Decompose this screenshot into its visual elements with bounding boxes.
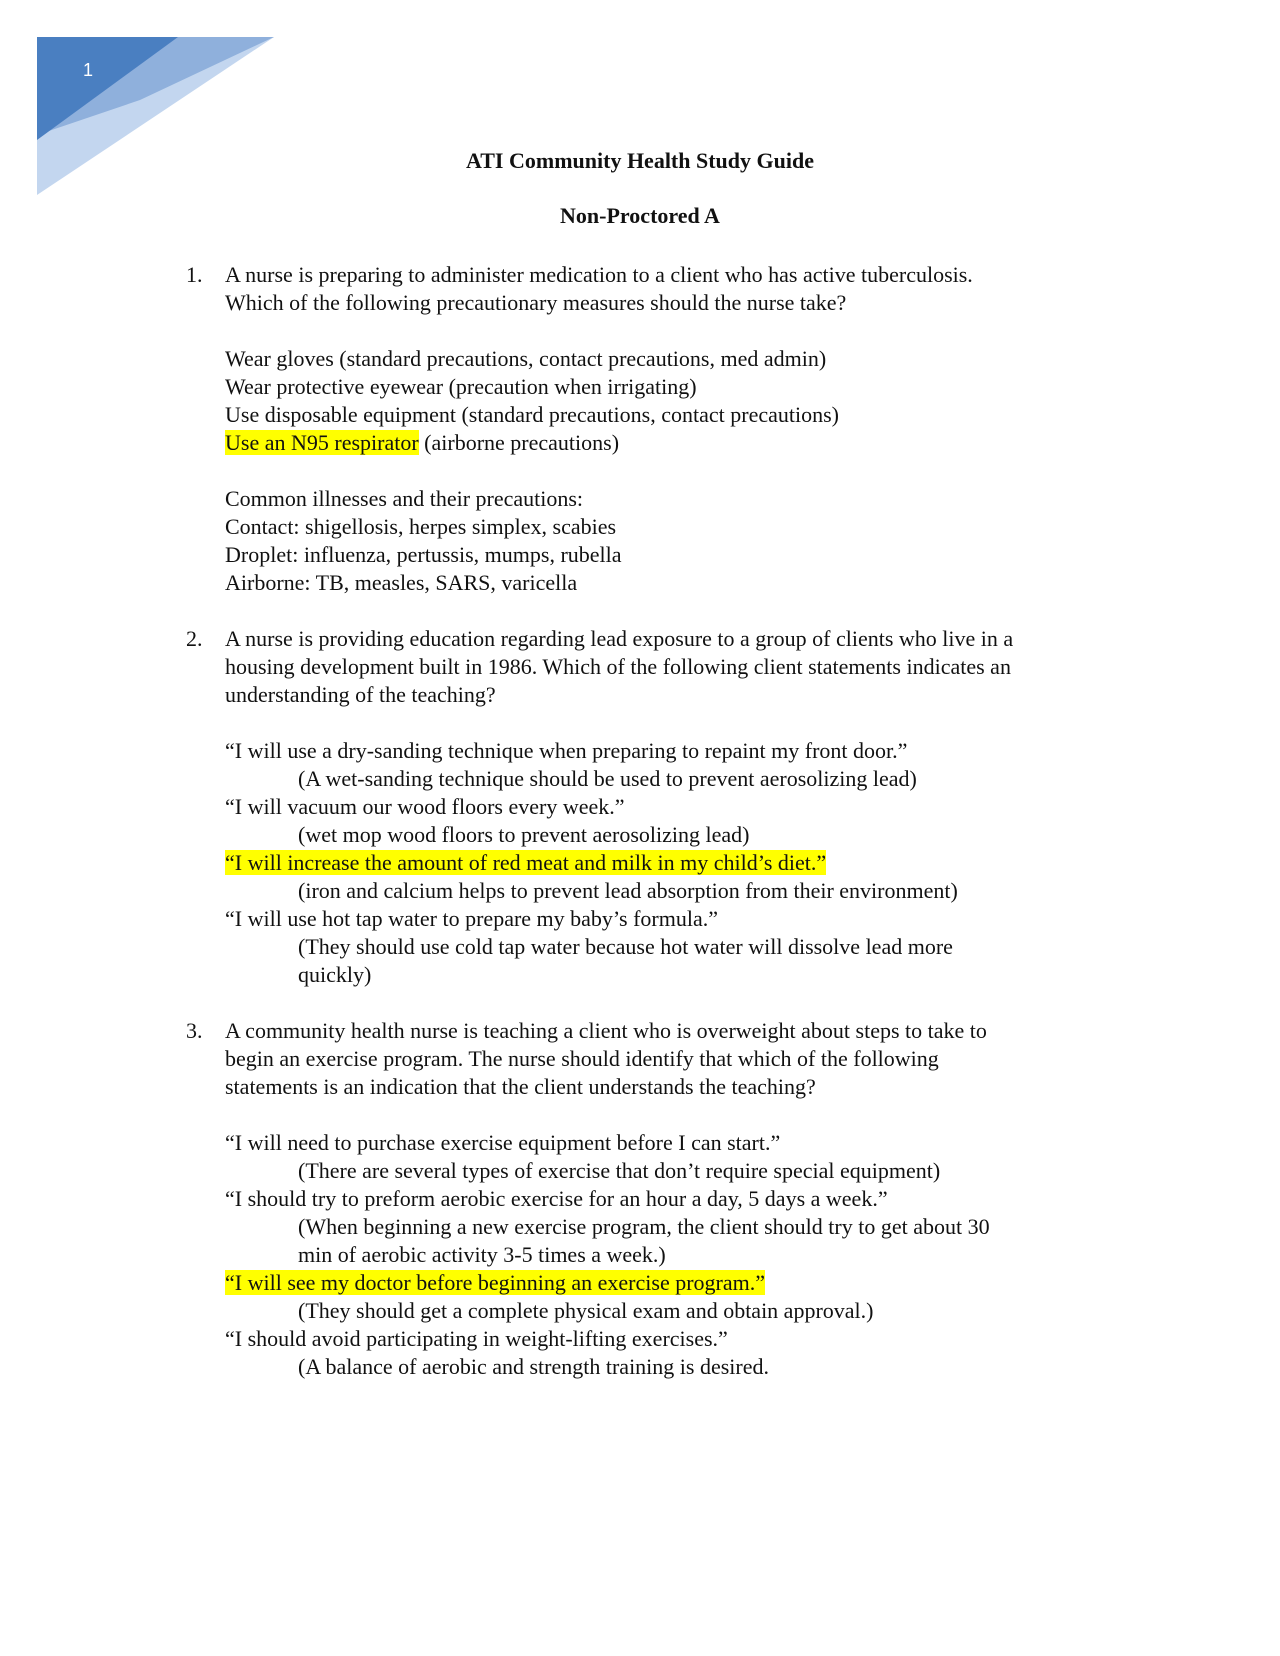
correct-answer-highlight: Use an N95 respirator	[225, 430, 419, 455]
answer-option: “I will use hot tap water to prepare my baby’s formula.”	[225, 906, 719, 931]
question-number: 1.	[186, 262, 203, 287]
answer-rationale: (iron and calcium helps to prevent lead absorption from their environment)	[298, 878, 958, 903]
answer-rationale: (wet mop wood floors to prevent aerosolizing lead)	[298, 822, 750, 847]
answer-rationale: (When beginning a new exercise program, the client should try to get about 30	[298, 1214, 990, 1239]
answer-option	[225, 429, 619, 457]
document-subtitle: Non-Proctored A	[560, 203, 720, 228]
question-stem: Which of the following precautionary measures should the nurse take?	[225, 290, 847, 315]
answer-option	[225, 1269, 765, 1297]
answer-rationale: (A wet-sanding technique should be used to prevent aerosolizing lead)	[298, 766, 917, 791]
note-line: Droplet: influenza, pertussis, mumps, rubella	[225, 542, 622, 567]
answer-option: Use disposable equipment (standard precautions, contact precautions)	[225, 402, 839, 427]
answer-option: Wear gloves (standard precautions, contact precautions, med admin)	[225, 346, 827, 371]
answer-rationale: quickly)	[298, 962, 372, 987]
answer-option: “I will vacuum our wood floors every week.”	[225, 794, 625, 819]
answer-option: Wear protective eyewear (precaution when irrigating)	[225, 374, 697, 399]
question-number: 3.	[186, 1018, 203, 1043]
note-line: Contact: shigellosis, herpes simplex, scabies	[225, 514, 617, 539]
answer-rationale: (There are several types of exercise that don’t require special equipment)	[298, 1158, 941, 1183]
answer-rationale: (They should use cold tap water because hot water will dissolve lead more	[298, 934, 953, 959]
question-stem: housing development built in 1986. Which of the following client statements indicates an	[225, 654, 1011, 679]
question-stem: statements is an indication that the client understands the teaching?	[225, 1074, 816, 1099]
answer-rationale: (A balance of aerobic and strength training is desired.	[298, 1354, 770, 1379]
answer-rationale: min of aerobic activity 3-5 times a week.)	[298, 1242, 666, 1267]
page-corner-decoration	[0, 0, 300, 220]
question-stem: A community health nurse is teaching a client who is overweight about steps to take to	[225, 1018, 987, 1043]
answer-option: “I should avoid participating in weight-lifting exercises.”	[225, 1326, 728, 1351]
answer-option	[225, 849, 826, 877]
answer-option: “I will use a dry-sanding technique when preparing to repaint my front door.”	[225, 738, 908, 763]
answer-rationale: (They should get a complete physical exam and obtain approval.)	[298, 1298, 874, 1323]
question-stem: A nurse is preparing to administer medication to a client who has active tuberculosis.	[225, 262, 973, 287]
answer-option: “I will need to purchase exercise equipment before I can start.”	[225, 1130, 781, 1155]
question-stem: A nurse is providing education regarding lead exposure to a group of clients who live in a	[225, 626, 1014, 651]
correct-answer-highlight: “I will see my doctor before beginning an exercise program.”	[225, 1270, 766, 1295]
question-number: 2.	[186, 626, 203, 651]
note-heading: Common illnesses and their precautions:	[225, 486, 584, 511]
question-stem: begin an exercise program. The nurse should identify that which of the following	[225, 1046, 939, 1071]
question-stem: understanding of the teaching?	[225, 682, 496, 707]
page-number: 1	[83, 60, 94, 80]
correct-answer-highlight: “I will increase the amount of red meat and milk in my child’s diet.”	[225, 850, 827, 875]
answer-option: “I should try to preform aerobic exercise for an hour a day, 5 days a week.”	[225, 1186, 888, 1211]
document-title: ATI Community Health Study Guide	[466, 148, 814, 173]
answer-rationale: (airborne precautions)	[418, 430, 620, 455]
note-line: Airborne: TB, measles, SARS, varicella	[225, 570, 578, 595]
